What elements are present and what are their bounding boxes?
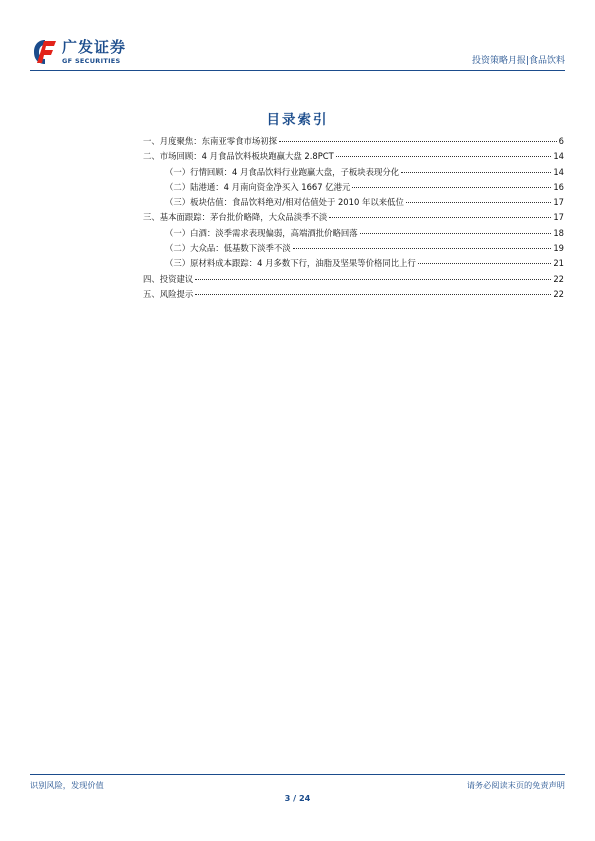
page-header [30,36,565,71]
toc-entry[interactable] [143,226,564,241]
toc-entry-label: 二、市场回顾：4 月食品饮料板块跑赢大盘 2.8PCT [143,151,334,162]
toc-entry-label: （一）白酒：淡季需求表现偏弱，高端酒批价略回落 [165,227,358,238]
toc-leader-dots [406,202,551,203]
toc-entry-label: （三）原材料成本跟踪：4 月多数下行，油脂及坚果等价格同比上行 [165,258,416,269]
toc-leader-dots [336,156,552,157]
toc-entry[interactable] [143,149,564,164]
toc-leader-dots [195,279,551,280]
toc-leader-dots [279,141,557,142]
toc-entry-label: 三、基本面跟踪：茅台批价略降，大众品淡季不淡 [143,212,328,223]
toc-leader-dots [360,233,552,234]
toc-leader-dots [401,172,551,173]
toc-entry-page: 6 [558,136,564,146]
toc-entry-page: 16 [553,181,564,192]
toc-entry-label: 五、风险提示 [143,288,194,299]
toc-entry-label: 一、月度聚焦：东南亚零食市场初探 [143,136,277,146]
toc-entry-page: 17 [553,212,564,223]
toc-entry-page: 21 [553,258,564,269]
toc-leader-dots [352,187,551,188]
toc-entry-page: 17 [553,197,564,208]
toc-entry[interactable] [143,195,564,210]
report-type-label: 投资策略月报|食品饮料 [471,56,565,66]
toc-title: 目录索引 [266,112,329,128]
toc-entry-label: （三）板块估值：食品饮料绝对/相对估值处于 2010 年以来低位 [165,197,404,208]
page-number: 3 / 24 [284,793,311,803]
toc-entry-label: （二）大众品：低基数下淡季不淡 [165,243,291,254]
toc-leader-dots [418,263,551,264]
toc-entry-label: （二）陆港通：4 月南向资金净买入 1667 亿港元 [165,181,351,192]
toc-leader-dots [293,248,552,249]
toc-entry-label: 四、投资建议 [143,273,194,284]
toc-entry-page: 22 [553,288,564,299]
toc-entry[interactable] [143,210,564,225]
logo-english-text: GF SECURITIES [62,57,121,65]
toc-leader-dots [329,217,551,218]
toc-entry[interactable] [143,134,564,149]
toc-entry-page: 14 [553,166,564,177]
toc-entry[interactable] [143,272,564,287]
gf-securities-logo [32,38,162,68]
logo-chinese-text: 广发证券 [62,38,127,56]
table-of-contents [143,134,564,302]
toc-entry[interactable] [143,241,564,256]
toc-entry-page: 22 [553,273,564,284]
gf-logo-icon [32,38,58,66]
toc-entry[interactable] [143,165,564,180]
toc-entry-page: 19 [553,243,564,254]
toc-entry-page: 18 [553,227,564,238]
footer-slogan: 识别风险，发现价值 [30,780,104,790]
toc-entry[interactable] [143,180,564,195]
toc-entry-label: （一）行情回顾：4 月食品饮料行业跑赢大盘，子板块表现分化 [165,166,400,177]
toc-entry-page: 14 [553,151,564,162]
toc-entry[interactable] [143,256,564,271]
toc-leader-dots [195,294,551,295]
footer-disclaimer-note: 请务必阅读末页的免责声明 [466,780,565,790]
toc-entry[interactable] [143,287,564,302]
